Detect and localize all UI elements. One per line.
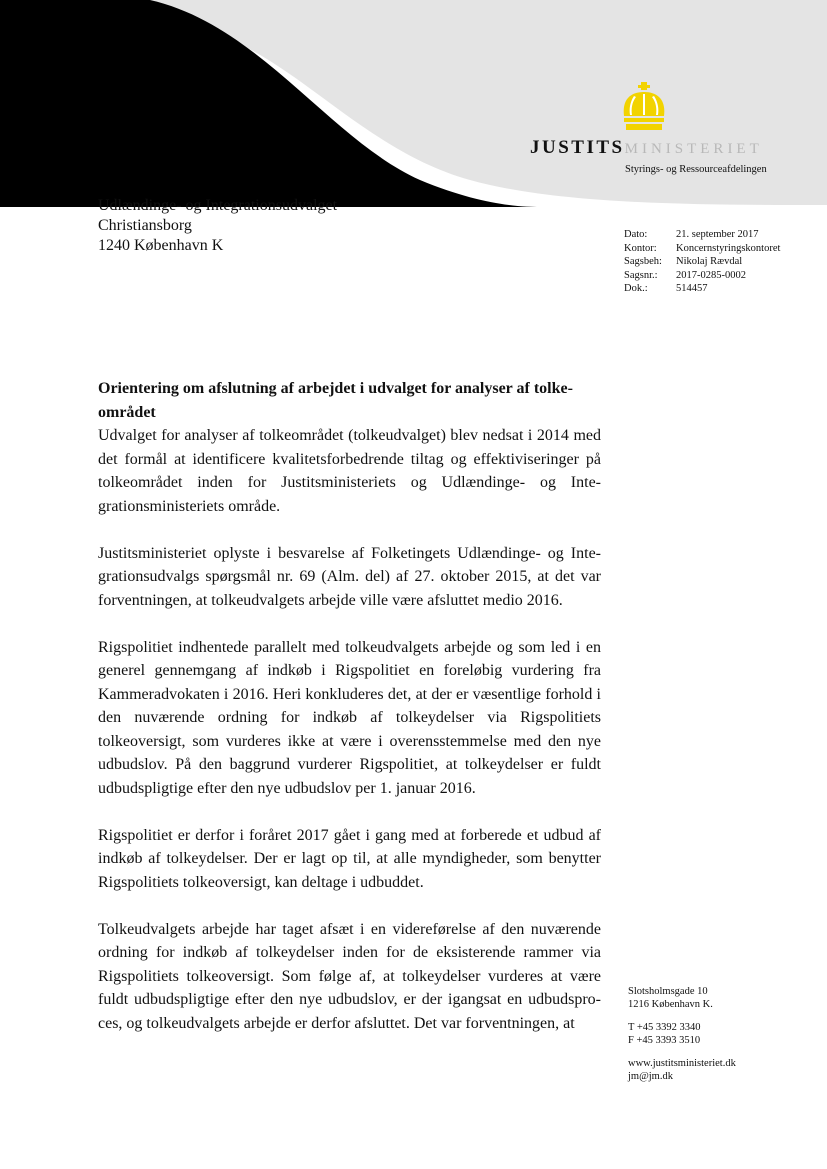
- footer-fax: F +45 3393 3510: [628, 1034, 701, 1046]
- address-line: 1240 København K: [98, 237, 224, 254]
- body-paragraph: Rigspolitiet er derfor i foråret 2017 gået i gang med at forberede et udbud af indkøb af tolkeydelser. Der er lagt op til, at alle myndigheder, som benytter Rigspolitiets tolkeoversigt, kan deltage i udbuddet.: [98, 826, 601, 891]
- footer-phone: T +45 3392 3340: [628, 1022, 701, 1033]
- letter-title: Orientering om afslutning af arbejdet i udvalget for analyser af tolkeområdet: [98, 380, 573, 421]
- recipient-address: [98, 196, 337, 256]
- meta-row-case-handler: [624, 255, 780, 269]
- body-paragraph: Rigspolitiet indhentede parallelt med tolkeudvalgets arbejde og som led i en generel gennemgang af indkøb i Rigspolitiet en foreløbig vurdering fra Kammeradvokaten i 2016. Heri konkluderes det, at der er væsentlige forhold i den nuværende ordning for indkøb af tolkeydelser via Rigspolitiets tolkeoversigt, som vurderes ikke at være i overensstemmelse med den nye udbudslov. På den baggrund vurderer Rigspolitiet, at tolkeydelser er fuldt udbudspligtige efter den nye udbudslov per 1. januar 2016.: [98, 638, 601, 797]
- address-line: Christiansborg: [98, 217, 192, 234]
- sender-contact: [628, 986, 736, 1083]
- footer-email-link[interactable]: jm@jm.dk: [628, 1070, 673, 1082]
- meta-value: Koncernstyringskontoret: [676, 242, 781, 254]
- brand-wordmark: [530, 137, 763, 159]
- address-line: Udlændinge- og Integrationsudvalget: [98, 197, 338, 214]
- letterhead-wave: [0, 0, 827, 215]
- body-paragraph: Justitsministeriet oplyste i besvarelse af Folketingets Udlændinge- og Integrationsudvalgs spørgsmål nr. 69 (Alm. del) af 27. oktober 2015, at det var forventningen, at tolkeudvalgets arbejde ville være afsluttet medio 2016.: [98, 544, 601, 609]
- meta-label: Sagsbeh:: [624, 256, 662, 267]
- meta-row-date: [624, 228, 780, 242]
- footer-street: Slotsholmsgade 10: [628, 986, 708, 997]
- meta-value: Nikolaj Rævdal: [676, 256, 743, 267]
- meta-value: 2017-0285-0002: [676, 269, 746, 281]
- meta-row-document: [624, 282, 780, 296]
- brand-name-bold: JUSTITS: [530, 137, 625, 158]
- meta-value: 21. september 2017: [676, 229, 759, 240]
- meta-label: Kontor:: [624, 242, 657, 254]
- crown-logo-icon: [616, 82, 672, 132]
- body-paragraph: Tolkeudvalgets arbejde har taget afsæt i en videreførelse af den nuværende ordning for indkøb af tolkeydelser inden for de eksisterende rammer via Rigspolitiets tolkeoversigt. Som følge af, at tolkeydelser vurderes at være fuldt udbudspligtige efter den nye udbudslov, er der igangsat en udbudsproces, og tolkeudvalgets arbejde er derfor afsluttet. Det var forventningen, at: [98, 920, 601, 1032]
- department-name: Styrings- og Ressourceafdelingen: [625, 164, 767, 175]
- meta-label: Dato:: [624, 229, 648, 240]
- meta-value: 514457: [676, 283, 708, 294]
- meta-row-case-number: [624, 269, 780, 283]
- brand-name-light: MINISTERIET: [624, 141, 763, 157]
- footer-city: 1216 København K.: [628, 998, 713, 1010]
- letter-body: [98, 377, 601, 1059]
- meta-label: Sagsnr.:: [624, 269, 658, 281]
- footer-website-link[interactable]: www.justitsministeriet.dk: [628, 1058, 736, 1069]
- case-metadata: [624, 228, 780, 296]
- meta-row-office: [624, 242, 780, 256]
- meta-label: Dok.:: [624, 283, 648, 294]
- body-paragraph: Udvalget for analyser af tolkeområdet (tolkeudvalget) blev nedsat i 2014 med det formål at identificere kvalitetsforbedrende tiltag og effektiviseringer på tolkeområdet inden for Justitsministeriets og Udlændinge- og Integrationsministeriets område.: [98, 427, 601, 515]
